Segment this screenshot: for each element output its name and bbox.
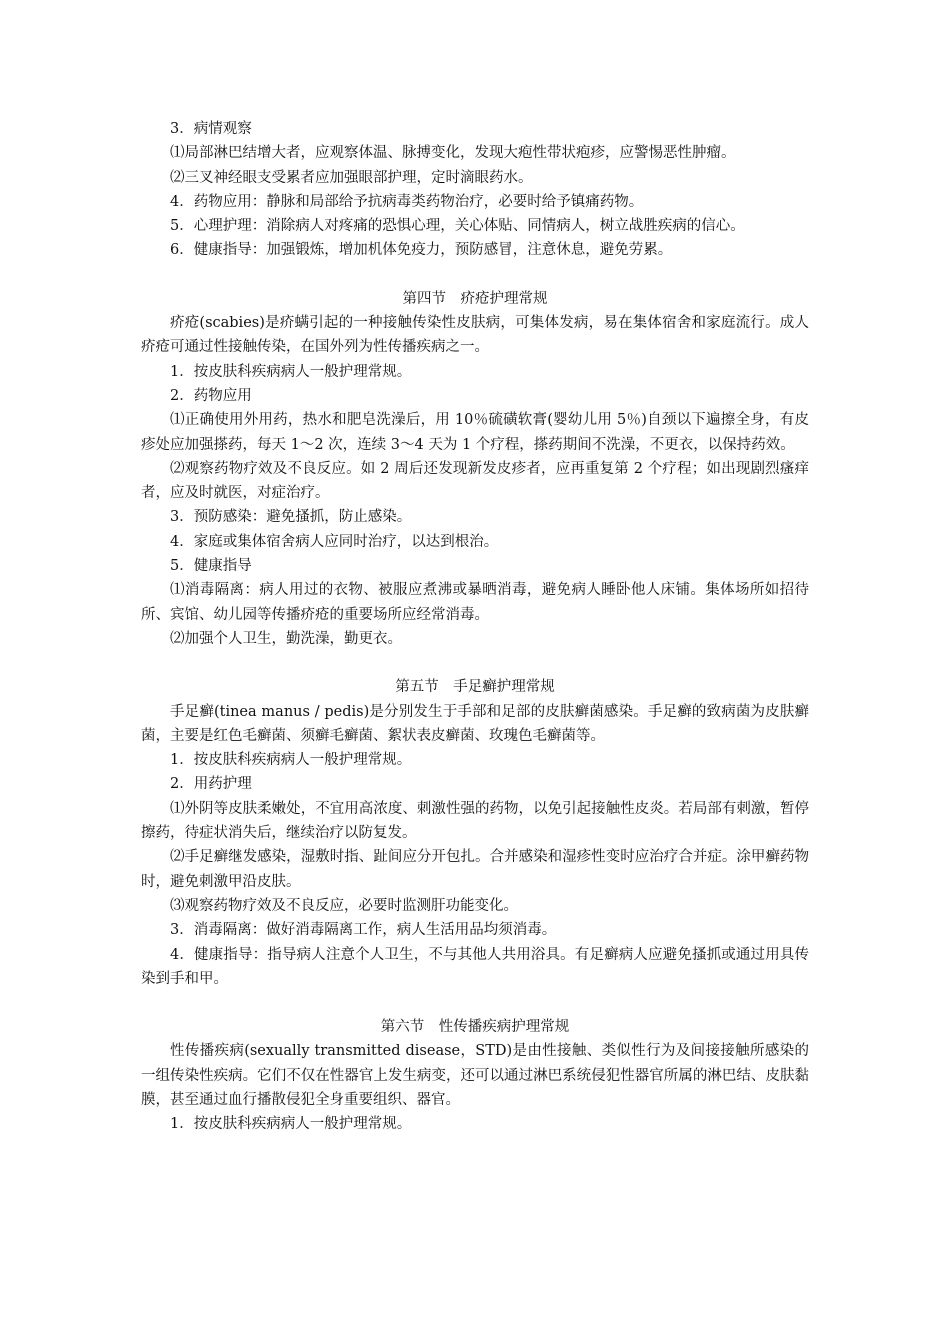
paragraph: ⑶观察药物疗效及不良反应，必要时监测肝功能变化。 [170, 897, 518, 914]
paragraph: ⑴正确使用外用药，热水和肥皂洗澡后，用 10％硫磺软膏(婴幼儿用 5％)自颈以下遍擦全身，有皮疹处应加强搽药，每天 1～2 次，连续 3～4 天为 1 个疗程，搽药期间不洗澡，不更衣，以保持药效。 [141, 412, 809, 453]
paragraph: ⑵加强个人卫生，勤洗澡，勤更衣。 [170, 630, 402, 647]
paragraph: 1．按皮肤科疾病病人一般护理常规。 [170, 1116, 412, 1133]
paragraph: 1．按皮肤科疾病病人一般护理常规。 [170, 363, 412, 380]
document-page [141, 117, 809, 1137]
section-scabies [141, 287, 809, 651]
paragraph: ⑵三叉神经眼支受累者应加强眼部护理，定时滴眼药水。 [170, 169, 533, 186]
paragraph: 5．健康指导 [170, 558, 252, 575]
paragraph: 性传播疾病(sexually transmitted disease，STD)是由性接触、类似性行为及间接接触所感染的一组传染性疾病。它们不仅在性器官上发生病变，还可以通过淋巴系统侵犯性器官所属的淋巴结、皮肤黏膜，甚至通过血行播散侵犯全身重要组织、器官。 [141, 1043, 809, 1108]
section-herpes-continued [141, 117, 809, 263]
paragraph: 5．心理护理：消除病人对疼痛的恐惧心理，关心体贴、同情病人，树立战胜疾病的信心。 [170, 218, 745, 235]
paragraph: 4．健康指导：指导病人注意个人卫生，不与其他人共用浴具。有足癣病人应避免搔抓或通过用具传染到手和甲。 [141, 946, 809, 987]
paragraph: 2．用药护理 [170, 776, 252, 793]
paragraph: 3．消毒隔离：做好消毒隔离工作，病人生活用品均须消毒。 [170, 922, 557, 939]
paragraph: ⑴局部淋巴结增大者，应观察体温、脉搏变化，发现大疱性带状疱疹，应警惕恶性肿瘤。 [170, 145, 736, 162]
paragraph: ⑴消毒隔离：病人用过的衣物、被服应煮沸或暴晒消毒，避免病人睡卧他人床铺。集体场所如招待所、宾馆、幼儿园等传播疥疮的重要场所应经常消毒。 [141, 582, 809, 623]
paragraph: ⑵观察药物疗效及不良反应。如 2 周后还发现新发皮疹者，应再重复第 2 个疗程；如出现剧烈瘙痒者，应及时就医，对症治疗。 [141, 460, 809, 502]
paragraph: ⑵手足癣继发感染，湿敷时指、趾间应分开包扎。合并感染和湿疹性变时应治疗合并症。涂甲癣药物时，避免刺激甲沿皮肤。 [141, 849, 809, 890]
paragraph: 3．病情观察 [170, 121, 252, 137]
paragraph: 疥疮(scabies)是疥螨引起的一种接触传染性皮肤病，可集体发病，易在集体宿舍和家庭流行。成人疥疮可通过性接触传染，在国外列为性传播疾病之一。 [141, 315, 809, 356]
paragraph: ⑴外阴等皮肤柔嫩处，不宜用高浓度、刺激性强的药物，以免引起接触性皮炎。若局部有刺激，暂停擦药，待症状消失后，继续治疗以防复发。 [141, 800, 809, 842]
paragraph: 手足癣(tinea manus / pedis)是分别发生于手部和足部的皮肤癣菌感染。手足癣的致病菌为皮肤癣菌，主要是红色毛癣菌、须癣毛癣菌、絮状表皮癣菌、玫瑰色毛癣菌等。 [141, 703, 809, 744]
section-heading: 第四节 疥疮护理常规 [402, 290, 548, 307]
paragraph: 2．药物应用 [170, 387, 252, 404]
paragraph: 6．健康指导：加强锻炼，增加机体免疫力，预防感冒，注意休息，避免劳累。 [170, 242, 673, 259]
section-std [141, 1015, 809, 1136]
section-tinea [141, 675, 809, 991]
section-heading: 第五节 手足癣护理常规 [395, 679, 555, 696]
paragraph: 4．家庭或集体宿舍病人应同时治疗，以达到根治。 [170, 533, 499, 550]
section-heading: 第六节 性传播疾病护理常规 [380, 1019, 570, 1036]
paragraph: 1．按皮肤科疾病病人一般护理常规。 [170, 752, 412, 769]
paragraph: 4．药物应用：静脉和局部给予抗病毒类药物治疗，必要时给予镇痛药物。 [170, 193, 644, 210]
paragraph: 3．预防感染：避免搔抓，防止感染。 [170, 509, 412, 526]
